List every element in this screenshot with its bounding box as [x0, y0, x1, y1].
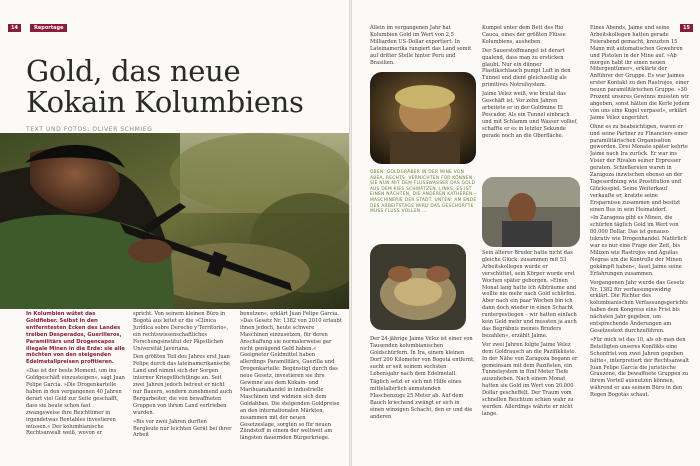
page-number-left: 14 — [8, 24, 21, 32]
body-paragraph: »Für mich ist das 10, als ob man den Beteiligten unseres Konflikts eine Schonfrist von zwei Jahren gegeben hätte«, interpretiert der Rechtsanwalt Juan Felipe García die juristische Grauzone, die bewaffnete Gruppen zu ihrem Vorteil ausnutzen können, während er aus seinem Büro in den Regen Bogotás schaut. — [590, 336, 690, 399]
body-paragraph: Vergangenen Jahr wurde das Gesetz Nr. 1382 für verfassungswidrig erklärt. Die Richter des kolumbianischen Verfassungsgerichts haben dem Kongress eine Frist bis nächsten Jahr gegeben, um entsprechende Änderungen am Gesetzestext durchzuführen. — [590, 279, 688, 334]
photo-gold-pan — [370, 244, 466, 330]
body-paragraph: Kumpel unter dem Bett des Río Cauca, eines der größten Flüsse Kolumbiens, ausheben. — [482, 25, 566, 45]
page-gutter — [349, 0, 352, 466]
right-column-3 — [590, 25, 690, 463]
lead-paragraph: In Kolumbien wütet das Goldfieber. Selbst in den entferntesten Ecken des Landes treiben Desperados, Guerilleros, Paramilitärs und Drogencapos illegale Minen in die Erde: sie alle möchten von den steigenden Edelmetallpreisen profitieren. — [26, 311, 125, 366]
left-column-1 — [26, 311, 126, 461]
body-paragraph: Ohne es zu beabsichtigen, waren er und seine Partner zu Financiers einer paramilitärischen Organisation geworden. Drei Monate später kehrte Jaime nach Ira zurück. Er war ins Visier der Rivalen seiner Erpresser geraten. Schießereien waren in Zaragoza inzwischen ebenso an der Tagesordnung wie Prostitution und Glücksspiel. Seine Weiterkauf verkaufte er, kratzte seine Ersparnisse zusammen und besitzt einen Bus in sein Heimatdorf. — [590, 123, 688, 213]
photo-miner-tunnel — [370, 72, 476, 164]
body-paragraph: Den größten Teil des Jahres erst Juan Felipe durch das lateinamerikanische Land und nimmt sich der Sorgen interner Kriegsflüchtlinge an. Seit zwei Jahren jedoch betreut er nicht nur Bauern, sondern zunehmend auch Bergarbeiter, die von bewaffneten Gruppen von ihrem Land vertrieben wurden. — [133, 354, 233, 416]
body-paragraph: Vor zwei Jahren folgte Jaime Vélez dem Goldrausch an die Pazifikküste. In der Nähe von Zaragoza begann er gemeinsam mit dem Pazifisten, ein Tunnelsystem in fünf Meter Tiefe auszuheben. Nach einem Monat hatten sie Gold im Wert von 20.000 Dollar gescheffelt. Der Traum vom schnellen Reichtum schien wahr zu werden. Allerdings währte er nicht lange. — [482, 341, 578, 417]
left-column-2 — [133, 311, 233, 461]
right-column-2-top — [482, 25, 580, 175]
photo-illustration — [482, 177, 580, 247]
body-paragraph: »Das ist der beste Moment, um ins Goldgeschäft einzusteigen«, sagt Juan Felipe García. »Die Drogenkartelle haben in den vergangenen 40 Jahren derart viel Geld zur Seite geschafft, dass sie heute schon fast zwangsweise ihre Reichtümer in irgendetwas Rentables investieren müssen.« Der kolumbianische Rechtsanwalt weiß, wovon er — [26, 368, 125, 437]
body-paragraph: »Bis vor zwei Jahren durften Bergleute nur leichten Gerät bei ihrer Arbeit — [133, 418, 232, 439]
body-paragraph: Eines Abends, Jaime und seine Arbeitskollegen hatten gerade Feierabend gemacht, kreuzten 15 Mann mit automatischen Gewehren und Pistolen in der Mine auf. »Ab morgen habt ihr einen neuen Mitergentümer«, erklärte der Anführer der Gruppe. Es war Jaimes erster Kontakt zu den Rastrojos, einer neuen paramilitärischen Gruppe. »30 Prozent unseres Gewinns mussten wir abgeben, sonst hätten die Kerle jedem von uns eine Kugel verpasst«, erklärt Jaime Vélez ungerührt. — [590, 25, 690, 121]
body-paragraph: Sein älterer Bruder hatte nicht das gleiche Glück: zusammen mit 53 Arbeitskollegen wurde er verschüttet, sein Körper wurde erst Wochen später geborgen. »Einen Monat lang hatte ich Albträume und wollte nie mehr nach Gold schürfen. Aber nach ein paar Wochen bin ich dann doch wieder in einen Schacht runtergestiegen – wir hatten einfach kein Geld mehr und mussten ja auch das Begräbnis meines Bruders bezahlen«, erzählt Jaime. — [482, 250, 577, 339]
hero-photo-armed-man — [0, 133, 349, 309]
body-paragraph: Der 24-jährige Jaime Vélez ist einer von Tausenden kolumbianischen Goldschürfern. In Ira, einem kleinen Dorf 200 Kilometer von Bogotá entfernt, sucht er seit seinem sechsten Lebensjahr nach dem Edelmetall. — [370, 336, 475, 377]
byline: TEXT UND FOTOS: OLIVER SCHMIEG — [26, 126, 153, 133]
body-paragraph: »In Zaragoza gibt es Minen, die schürfen täglich Gold im Wert von 80.000 Dollar. Das ist genauso lukrativ wie Drogenhandel. Natürlich war es nur eine Frage der Zeit, bis Milizen wie Rastrojos und Águilas Negras um die Kontrolle der Minen gekämpft haben«, fasst Jaime seine Erfahrungen zusammen. — [590, 215, 687, 277]
body-paragraph: Jaime Vélez weiß, wie brutal das Geschäft ist. Vor zehn Jahren arbeitete er in der Goldmine El Pescador. Als ein Tunnel einbrach und mit Schlamm und Wasser vollief, schaffte er es in letzter Sekunde gerade noch an die Oberfläche. — [482, 91, 578, 139]
hero-photo-illustration — [0, 133, 349, 309]
body-paragraph: spricht. Von seinem kleinen Büro in Bogotá aus leitet er die »Clínica Jurídica sobre Derecho y Territorio«, ein rechtswissenschaftliches Forschungsinstitut der Päpstlichen Universität Javeriana. — [133, 311, 229, 352]
body-paragraph: Täglich setzt er sich mit Hilfe eines mittelalterlich anmutenden Flaschenzugs 25 Meter ab. Auf dem Bauch kriechend zwängt er sich in einen winzigen Schacht, den er und die anderen — [370, 379, 473, 420]
article-title — [26, 56, 336, 118]
left-column-3 — [240, 311, 342, 461]
body-paragraph: Allein im vergangenen Jahr hat Kolumbien Gold im Wert von 2,5 Milliarden US-Dollar exportiert. In Lateinamerika rangiert das Land somit auf dritter Stelle hinter Peru und Brasilien. — [370, 25, 472, 66]
title-line-1: Gold, das neue — [26, 54, 241, 88]
section-tag: Reportage — [30, 24, 67, 32]
body-paragraph: Der Sauerstoffmangel ist derart qualend, dass man zu ersticken glaubt. Nur ein dünner Plastikschlauch pumpt Luft in den Tunnel und dient gleichzeitig als primitives Notrufsystem. — [482, 47, 571, 89]
body-paragraph: benutzen«, erklärt Juan Felipe García. »Das Gesetz Nr. 1382 von 2010 erlaubt ihnen jedoch, heute schwere Maschinen einzusetzen, für deren Anschaffung sie normalerweise gar nicht genügend Geld haben.« Geeigneter Geldmittel haben allerdings Paramilitärs, Guerilla und Drogenkartelle: Begünstigt durch das neue Gesetz, investieren sie ihre Gewinne aus dem Kokain- und Marihuanahandel in industrielle Maschinen und widmen sich dem Goldabbau. Die steigenden Goldpreise an den internationalen Märkten, zusammen mit der neuen Gesetzeslage, sorgten so für neuen Zündstoff in einem der weltweit am längsten dauernden Bürgerkriege. — [240, 311, 342, 442]
right-column-1-top — [370, 25, 475, 70]
title-line-2: Kokain Kolumbiens — [26, 85, 304, 119]
photo-illustration — [370, 72, 476, 164]
right-column-1-bottom — [370, 336, 475, 464]
page-number-right: 15 — [680, 24, 693, 32]
photo-miner-portrait — [482, 177, 580, 247]
photo-illustration — [370, 244, 466, 330]
right-column-2-bottom — [482, 250, 580, 464]
photo-caption: OBEN: GOLDGRÄBER IN DER MINE VON ABEA. RECHTS: VERNICHTEN FÜR KÖNNEN SIE NUN MIT DEM FLUSSWASSER DAS GOLD AUS DEM KIES SCHWÄTZEN. LINKS, ES IST EINEN NÄCHTEN, DIE ANDEREN KATHEREN – MASCHINERIE DER STADT. UNTEN: AM ENDE DES ARBEITSTAGS WIRD DAS GESCHÜRFTE MUSS FLUSS VOLLEN ... — [370, 170, 477, 215]
